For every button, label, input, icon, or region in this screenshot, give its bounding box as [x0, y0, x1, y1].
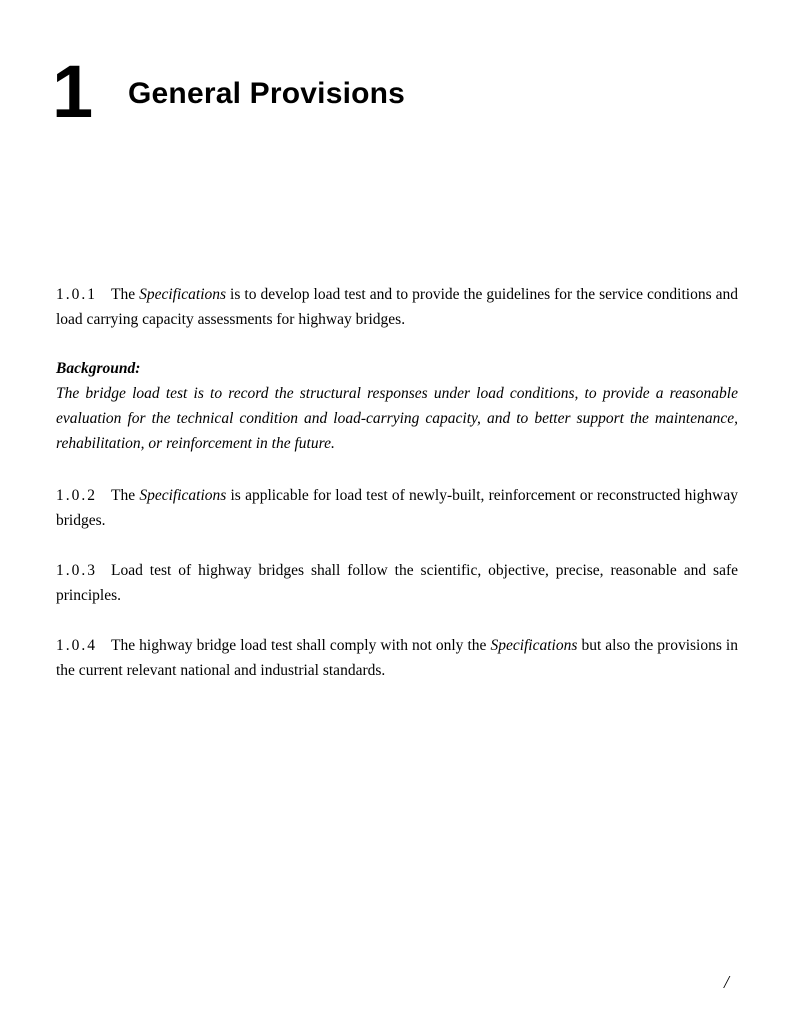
background-note	[56, 356, 738, 456]
clause-text: The highway bridge load test shall comply with not only the	[111, 637, 491, 654]
clause-1-0-4	[56, 633, 738, 683]
background-heading: Background:	[56, 360, 141, 377]
background-text: The bridge load test is to record the structural responses under load conditions, to provide a reasonable evaluation for the technical condition and load-carrying capacity, and to better support the maintenance, rehabilitation, or reinforcement in the future.	[56, 385, 738, 452]
chapter-title: General Provisions	[128, 77, 406, 110]
clause-emphasis: Specifications	[490, 637, 578, 654]
clause-number: 1.0.2	[56, 487, 97, 504]
clause-number: 1.0.4	[56, 637, 97, 654]
clause-number: 1.0.1	[56, 286, 97, 303]
clause-text-continued: is applicable for load test of newly-built, reinforcement or reconstructed highway bridges.	[56, 487, 738, 529]
clause-emphasis: Specifications	[139, 286, 227, 303]
clause-text-continued: but also the provisions in the current relevant national and industrial standards.	[56, 637, 738, 679]
clause-text: The	[111, 286, 140, 303]
clause-1-0-2	[56, 483, 738, 533]
clause-text-continued: is to develop load test and to provide the guidelines for the service conditions and load carrying capacity assessments for highway bridges.	[56, 286, 738, 328]
page-number-mark: /	[724, 972, 730, 992]
clause-1-0-3	[56, 558, 738, 608]
chapter-number: 1	[52, 50, 94, 133]
clause-1-0-1	[56, 282, 738, 332]
clause-text: Load test of highway bridges shall follow the scientific, objective, precise, reasonable and safe principles.	[56, 562, 738, 604]
clause-number: 1.0.3	[56, 562, 97, 579]
clause-emphasis: Specifications	[139, 487, 227, 504]
clause-text: The	[111, 487, 140, 504]
